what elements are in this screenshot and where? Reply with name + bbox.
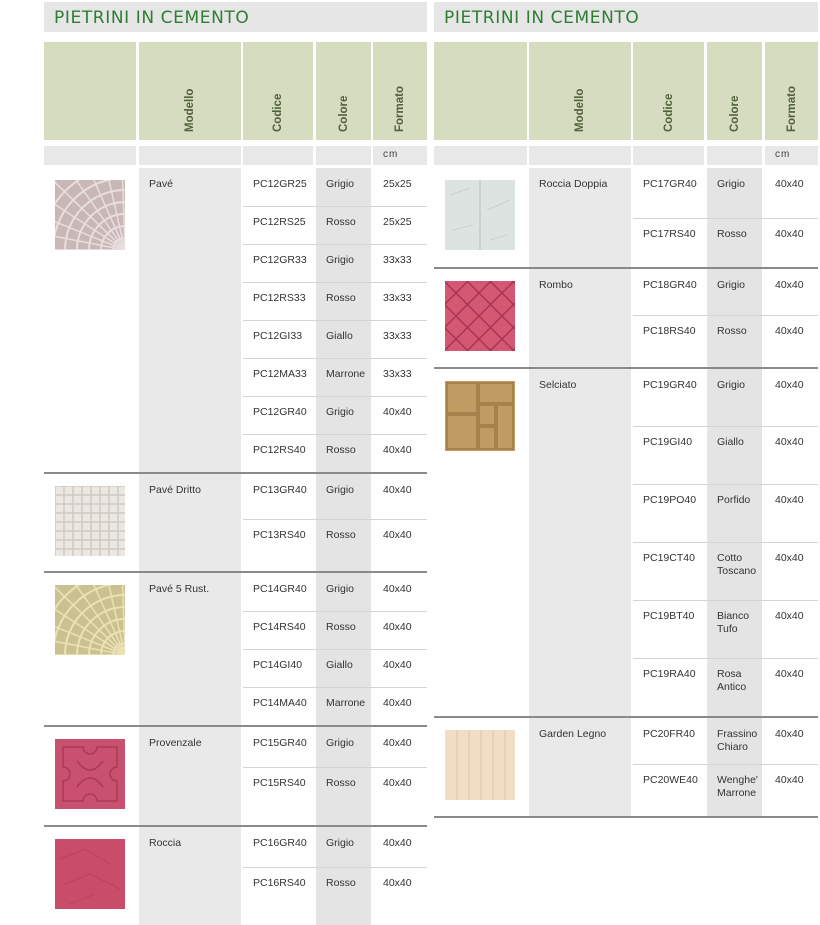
code-cell (243, 244, 313, 282)
color-cell (707, 369, 762, 426)
product-color: Grigio (326, 837, 355, 849)
code-cell (633, 168, 704, 218)
color-cell (707, 600, 762, 658)
color-cell (707, 718, 762, 764)
product-format: 40x40 (775, 379, 804, 391)
color-cell (707, 484, 762, 542)
roccia-doppia-icon (445, 180, 515, 250)
color-cell (316, 767, 371, 825)
format-cell (765, 218, 818, 267)
product-color: Cotto Toscano (717, 552, 757, 577)
model-name: Garden Legno (539, 728, 607, 740)
product-format: 40x40 (775, 728, 804, 740)
code-cell (633, 658, 704, 716)
code-cell (243, 867, 313, 925)
product-code: PC18RS40 (643, 325, 696, 337)
format-cell (373, 282, 427, 320)
code-cell (633, 600, 704, 658)
column-header-codice (633, 42, 704, 140)
row-divider (243, 282, 427, 283)
product-code: PC19CT40 (643, 552, 695, 564)
row-divider (243, 244, 427, 245)
model-name: Provenzale (149, 737, 202, 749)
product-format: 33x33 (383, 330, 412, 342)
product-color: Frassino Chiaro (717, 728, 758, 753)
format-cell (373, 358, 427, 396)
format-cell (373, 244, 427, 282)
product-thumbnail-cell (44, 474, 136, 571)
column-header-label: Formato (785, 86, 798, 132)
product-format: 40x40 (383, 737, 412, 749)
product-format: 40x40 (775, 279, 804, 291)
code-cell (243, 573, 313, 611)
product-code: PC18GR40 (643, 279, 697, 291)
product-code: PC16RS40 (253, 877, 306, 889)
model-name: Pavé (149, 178, 173, 190)
product-format: 40x40 (775, 610, 804, 622)
column-header-modello (529, 42, 631, 140)
product-color: Porfido (717, 494, 751, 506)
color-cell (316, 358, 371, 396)
product-color: Grigio (717, 379, 746, 391)
format-cell (765, 426, 818, 484)
format-cell (373, 573, 427, 611)
product-thumbnail-cell (44, 827, 136, 925)
product-format: 40x40 (775, 228, 804, 240)
row-divider (243, 867, 427, 868)
product-thumbnail-cell (434, 168, 527, 267)
unit-cell (765, 146, 818, 165)
code-cell (633, 764, 704, 816)
pave-icon (55, 180, 125, 250)
color-cell (316, 168, 371, 206)
product-color: Grigio (326, 484, 355, 496)
product-thumbnail-cell (434, 369, 527, 716)
color-cell (316, 867, 371, 925)
model-name: Selciato (539, 379, 577, 391)
product-format: 40x40 (383, 697, 412, 709)
color-cell (316, 244, 371, 282)
product-color: Giallo (326, 659, 353, 671)
garden-legno-icon (445, 730, 515, 800)
product-color: Rosso (717, 228, 747, 240)
product-format: 33x33 (383, 368, 412, 380)
product-color: Grigio (326, 178, 355, 190)
model-name: Roccia Doppia (539, 178, 608, 190)
color-cell (707, 168, 762, 218)
table-title-bar (44, 2, 427, 32)
model-name: Pavé Dritto (149, 484, 201, 496)
code-cell (243, 358, 313, 396)
product-code: PC14MA40 (253, 697, 307, 709)
table-title-bar (434, 2, 818, 32)
roccia-icon (55, 839, 125, 909)
row-divider (633, 542, 818, 543)
model-name: Roccia (149, 837, 182, 849)
product-code: PC14RS40 (253, 621, 306, 633)
format-cell (373, 649, 427, 687)
code-cell (243, 168, 313, 206)
color-cell (316, 727, 371, 767)
row-divider (243, 767, 427, 768)
product-color: Grigio (717, 178, 746, 190)
product-code: PC17GR40 (643, 178, 697, 190)
product-format: 40x40 (383, 444, 412, 456)
model-cell (139, 168, 241, 472)
column-header-colore (707, 42, 762, 140)
code-cell (243, 396, 313, 434)
product-color: Grigio (717, 279, 746, 291)
product-format: 40x40 (383, 877, 412, 889)
format-cell (765, 764, 818, 816)
subheader-cell (316, 146, 371, 165)
color-cell (316, 687, 371, 725)
code-cell (633, 542, 704, 600)
model-name: Pavé 5 Rust. (149, 583, 210, 595)
subheader-cell (707, 146, 762, 165)
header-image-cell (434, 42, 527, 140)
format-cell (765, 658, 818, 716)
row-divider (243, 320, 427, 321)
product-code: PC12RS25 (253, 216, 306, 228)
row-divider (243, 434, 427, 435)
format-cell (373, 396, 427, 434)
color-cell (316, 611, 371, 649)
subheader-cell (44, 146, 136, 165)
product-color: Rosso (717, 325, 747, 337)
code-cell (633, 269, 704, 315)
rombo-icon (445, 281, 515, 351)
page-title: PIETRINI IN CEMENTO (54, 8, 250, 28)
format-cell (373, 687, 427, 725)
product-thumbnail-cell (434, 269, 527, 367)
column-header-label: Colore (728, 95, 741, 132)
column-header-label: Modello (574, 88, 586, 132)
color-cell (316, 396, 371, 434)
product-format: 25x25 (383, 216, 412, 228)
product-thumbnail-cell (434, 718, 527, 816)
code-cell (243, 727, 313, 767)
model-cell (529, 718, 631, 816)
code-cell (243, 320, 313, 358)
format-cell (373, 867, 427, 925)
product-code: PC12GR33 (253, 254, 307, 266)
product-color: Rosa Antico (717, 668, 747, 693)
product-code: PC12MA33 (253, 368, 307, 380)
code-cell (243, 767, 313, 825)
subheader-cell (139, 146, 241, 165)
format-cell (765, 168, 818, 218)
color-cell (316, 320, 371, 358)
column-header-formato (373, 42, 427, 140)
color-cell (707, 426, 762, 484)
format-cell (765, 542, 818, 600)
product-color: Rosso (326, 216, 356, 228)
product-code: PC16GR40 (253, 837, 307, 849)
product-format: 40x40 (775, 668, 804, 680)
product-code: PC20WE40 (643, 774, 698, 786)
product-format: 40x40 (775, 178, 804, 190)
color-cell (707, 658, 762, 716)
product-code: PC19PO40 (643, 494, 697, 506)
subheader-cell (529, 146, 631, 165)
format-cell (373, 168, 427, 206)
format-cell (765, 315, 818, 367)
product-color: Rosso (326, 529, 356, 541)
format-cell (765, 718, 818, 764)
product-format: 40x40 (775, 436, 804, 448)
product-color: Giallo (326, 330, 353, 342)
product-code: PC14GI40 (253, 659, 303, 671)
format-cell (373, 206, 427, 244)
product-format: 40x40 (383, 621, 412, 633)
format-cell (373, 320, 427, 358)
product-code: PC19GI40 (643, 436, 693, 448)
product-thumbnail-cell (44, 727, 136, 825)
page-title: PIETRINI IN CEMENTO (444, 8, 640, 28)
column-header-colore (316, 42, 371, 140)
code-cell (243, 519, 313, 571)
color-cell (316, 282, 371, 320)
subheader-cell (434, 146, 527, 165)
color-cell (707, 315, 762, 367)
format-cell (373, 434, 427, 472)
product-color: Giallo (717, 436, 744, 448)
model-cell (529, 369, 631, 716)
product-code: PC12GR25 (253, 178, 307, 190)
code-cell (243, 611, 313, 649)
format-cell (373, 474, 427, 519)
color-cell (316, 649, 371, 687)
product-format: 40x40 (775, 325, 804, 337)
color-cell (316, 573, 371, 611)
row-divider (243, 206, 427, 207)
product-code: PC19RA40 (643, 668, 696, 680)
code-cell (243, 649, 313, 687)
code-cell (243, 434, 313, 472)
product-code: PC19BT40 (643, 610, 695, 622)
format-cell (373, 767, 427, 825)
product-color: Wenghe' Marrone (717, 774, 758, 799)
row-divider (243, 611, 427, 612)
column-header-codice (243, 42, 313, 140)
product-color: Rosso (326, 877, 356, 889)
product-format: 40x40 (383, 659, 412, 671)
code-cell (633, 369, 704, 426)
product-format: 40x40 (775, 552, 804, 564)
color-cell (707, 542, 762, 600)
column-header-label: Formato (394, 86, 406, 132)
model-cell (139, 827, 241, 925)
row-divider (243, 358, 427, 359)
row-divider (633, 426, 818, 427)
row-divider (243, 519, 427, 520)
code-cell (243, 474, 313, 519)
header-image-cell (44, 42, 136, 140)
row-divider (633, 600, 818, 601)
product-format: 33x33 (383, 292, 412, 304)
code-cell (633, 315, 704, 367)
row-divider (243, 687, 427, 688)
color-cell (316, 474, 371, 519)
product-thumbnail-cell (44, 168, 136, 472)
color-cell (316, 434, 371, 472)
group-divider (434, 816, 818, 818)
product-code: PC12GR40 (253, 406, 307, 418)
product-color: Rosso (326, 292, 356, 304)
format-cell (765, 600, 818, 658)
product-format: 40x40 (383, 837, 412, 849)
column-header-modello (139, 42, 241, 140)
product-code: PC12GI33 (253, 330, 303, 342)
color-cell (707, 218, 762, 267)
model-cell (139, 474, 241, 571)
product-color: Grigio (326, 583, 355, 595)
product-format: 40x40 (775, 774, 804, 786)
product-color: Bianco Tufo (717, 610, 750, 635)
provenzale-icon (55, 739, 125, 809)
column-header-formato (765, 42, 818, 140)
subheader-cell (243, 146, 313, 165)
product-code: PC15RS40 (253, 777, 306, 789)
product-color: Grigio (326, 737, 355, 749)
pave-dritto-icon (55, 486, 125, 556)
code-cell (633, 484, 704, 542)
color-cell (707, 764, 762, 816)
row-divider (633, 315, 818, 316)
product-color: Grigio (326, 254, 355, 266)
format-cell (765, 269, 818, 315)
code-cell (243, 206, 313, 244)
row-divider (633, 764, 818, 765)
product-format: 33x33 (383, 254, 412, 266)
format-cell (373, 519, 427, 571)
row-divider (633, 218, 818, 219)
row-divider (243, 649, 427, 650)
product-code: PC12RS40 (253, 444, 306, 456)
format-cell (373, 727, 427, 767)
column-header-label: Codice (662, 93, 675, 132)
format-cell (373, 827, 427, 867)
product-format: 40x40 (775, 494, 804, 506)
product-color: Marrone (326, 697, 366, 709)
model-name: Rombo (539, 279, 573, 291)
format-cell (765, 369, 818, 426)
code-cell (243, 282, 313, 320)
code-cell (243, 827, 313, 867)
color-cell (316, 827, 371, 867)
model-cell (139, 727, 241, 825)
unit-cell (373, 146, 427, 165)
subheader-cell (633, 146, 704, 165)
format-cell (765, 484, 818, 542)
column-header-label: Colore (337, 95, 350, 132)
row-divider (633, 484, 818, 485)
product-format: 40x40 (383, 529, 412, 541)
product-color: Rosso (326, 621, 356, 633)
color-cell (316, 206, 371, 244)
color-cell (316, 519, 371, 571)
product-code: PC17RS40 (643, 228, 696, 240)
product-format: 40x40 (383, 583, 412, 595)
product-code: PC12RS33 (253, 292, 306, 304)
product-color: Rosso (326, 777, 356, 789)
model-cell (139, 573, 241, 725)
product-color: Marrone (326, 368, 366, 380)
code-cell (633, 426, 704, 484)
product-color: Rosso (326, 444, 356, 456)
product-format: 40x40 (383, 406, 412, 418)
product-color: Grigio (326, 406, 355, 418)
row-divider (243, 396, 427, 397)
product-code: PC20FR40 (643, 728, 695, 740)
color-cell (707, 269, 762, 315)
format-cell (373, 611, 427, 649)
unit-label: cm (775, 149, 791, 160)
product-format: 25x25 (383, 178, 412, 190)
product-thumbnail-cell (44, 573, 136, 725)
code-cell (243, 687, 313, 725)
selciato-icon (445, 381, 515, 451)
unit-label: cm (383, 149, 399, 160)
product-code: PC13RS40 (253, 529, 306, 541)
column-header-label: Modello (184, 88, 196, 132)
pave-rust-icon (55, 585, 125, 655)
product-format: 40x40 (383, 777, 412, 789)
model-cell (529, 168, 631, 267)
product-code: PC14GR40 (253, 583, 307, 595)
product-code: PC13GR40 (253, 484, 307, 496)
product-code: PC19GR40 (643, 379, 697, 391)
column-header-label: Codice (272, 93, 284, 132)
code-cell (633, 218, 704, 267)
row-divider (633, 658, 818, 659)
code-cell (633, 718, 704, 764)
product-format: 40x40 (383, 484, 412, 496)
model-cell (529, 269, 631, 367)
product-code: PC15GR40 (253, 737, 307, 749)
